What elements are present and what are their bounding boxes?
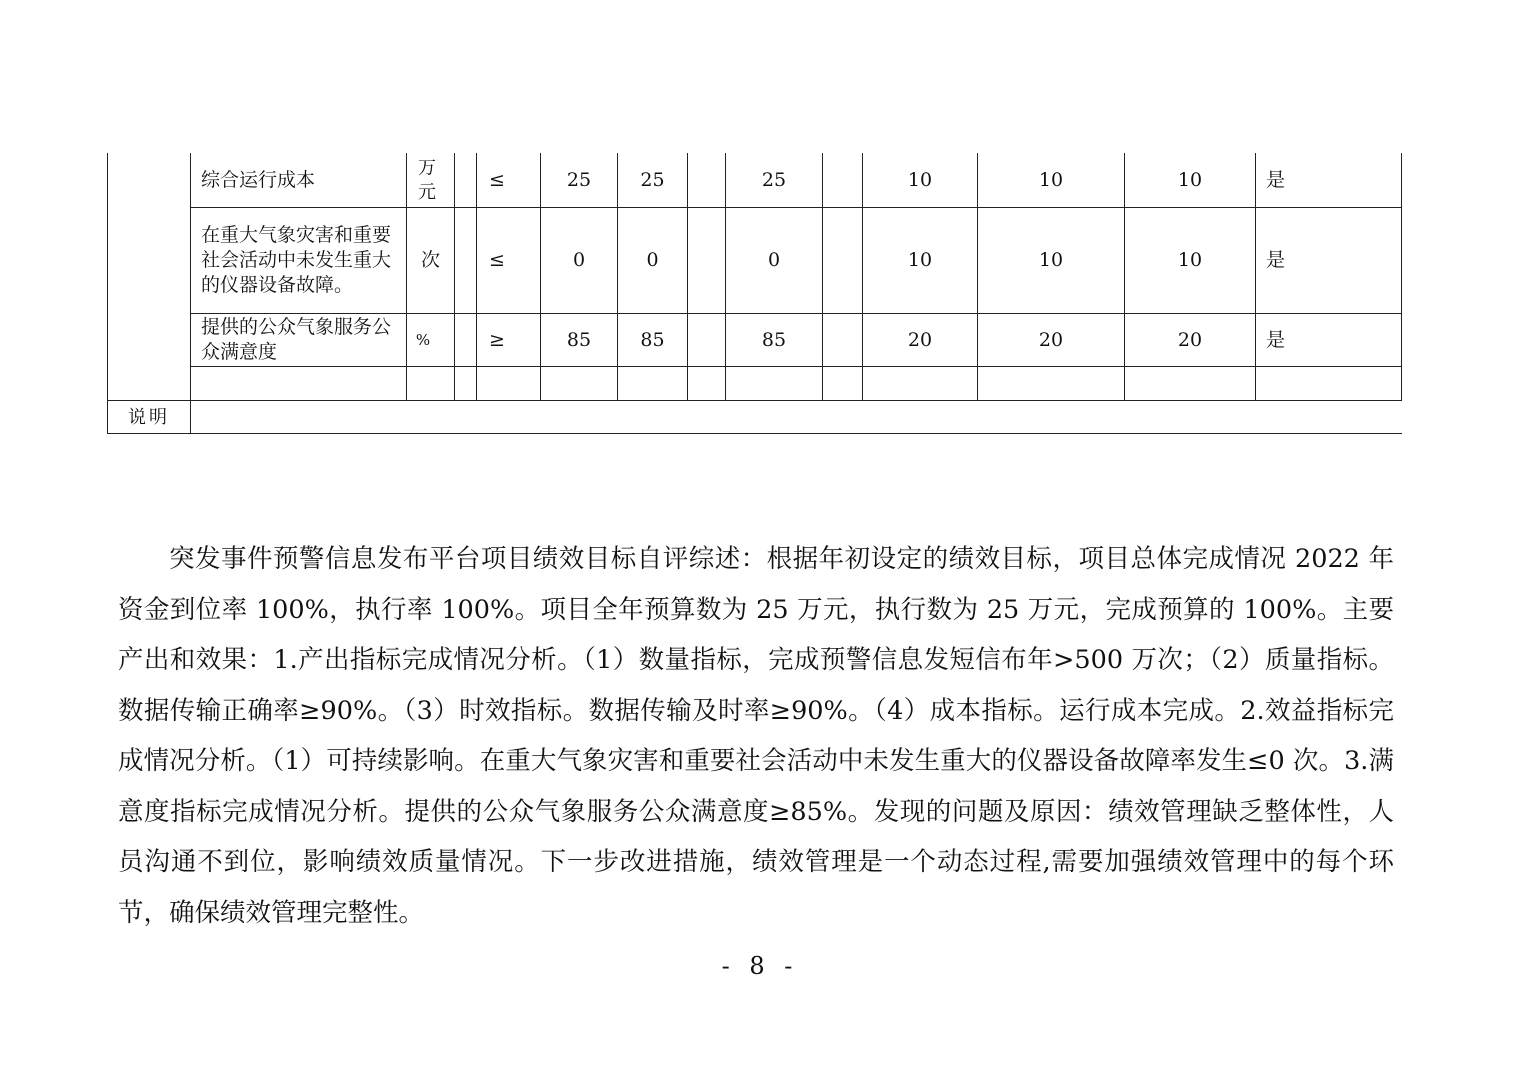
table-border bbox=[822, 153, 823, 400]
comparison-operator: ≤ bbox=[489, 169, 505, 191]
notes-label: 说明 bbox=[128, 406, 170, 428]
table-border bbox=[190, 366, 1402, 367]
annual-target: 85 bbox=[566, 328, 592, 351]
achieved-flag: 是 bbox=[1266, 249, 1286, 271]
completion-value: 0 bbox=[767, 249, 781, 271]
weight-score: 10 bbox=[907, 169, 933, 191]
final-score: 10 bbox=[1177, 169, 1203, 191]
indicator-name: 综合运行成本 bbox=[201, 169, 316, 191]
score-value: 10 bbox=[1038, 169, 1064, 191]
table-border bbox=[107, 153, 108, 434]
comparison-operator: ≥ bbox=[489, 328, 505, 351]
actual-value: 25 bbox=[640, 169, 665, 191]
achieved-flag: 是 bbox=[1266, 328, 1286, 351]
weight-score: 10 bbox=[907, 249, 933, 271]
completion-value: 25 bbox=[761, 169, 787, 191]
score-value: 20 bbox=[1038, 328, 1064, 351]
final-score: 10 bbox=[1177, 249, 1203, 271]
annual-target: 0 bbox=[572, 249, 586, 271]
table-border bbox=[1401, 153, 1402, 400]
self-evaluation-summary: 突发事件预警信息发布平台项目绩效目标自评综述：根据年初设定的绩效目标，项目总体完成情况 2022 年资金到位率 100%，执行率 100%。项目全年预算数为 25 万元，执行数为 25 万元，完成预算的 100%。主要产出和效果：1.产出指标完成情况分析。（1）数量指标，完成预警信息发短信布年>500 万次；（2）质量指标。数据传输正确率≥90%。（3）时效指标。数据传输及时率≥90%。（4）成本指标。运行成本完成。2.效益指标完成情况分析。（1）可持续影响。在重大气象灾害和重要社会活动中未发生重大的仪器设备故障率发生≤0 次。3.满意度指标完成情况分析。提供的公众气象服务公众满意度≥85%。发现的问题及原因：绩效管理缺乏整体性，人员沟通不到位，影响绩效质量情况。下一步改进措施，绩效管理是一个动态过程,需要加强绩效管理中的每个环节，确保绩效管理完整性。 bbox=[118, 544, 1394, 928]
score-value: 10 bbox=[1038, 249, 1064, 271]
indicator-unit: 万元 bbox=[418, 157, 436, 203]
table-border bbox=[107, 433, 1402, 434]
achieved-flag: 是 bbox=[1266, 169, 1286, 191]
table-border bbox=[454, 153, 455, 400]
page-number: - 8 - bbox=[721, 952, 799, 980]
table-border bbox=[107, 400, 1402, 401]
annual-target: 25 bbox=[566, 169, 592, 191]
comparison-operator: ≤ bbox=[489, 249, 505, 271]
indicator-unit: % bbox=[415, 330, 431, 349]
weight-score: 20 bbox=[907, 328, 933, 351]
table-border bbox=[687, 153, 688, 400]
indicator-name: 提供的公众气象服务公众满意度 bbox=[201, 316, 392, 363]
indicator-name: 在重大气象灾害和重要社会活动中未发生重大的仪器设备故障。 bbox=[201, 224, 392, 296]
actual-value: 0 bbox=[646, 249, 659, 271]
completion-value: 85 bbox=[761, 328, 787, 351]
actual-value: 85 bbox=[640, 328, 665, 351]
indicator-unit: 次 bbox=[420, 249, 440, 271]
final-score: 20 bbox=[1177, 328, 1203, 351]
